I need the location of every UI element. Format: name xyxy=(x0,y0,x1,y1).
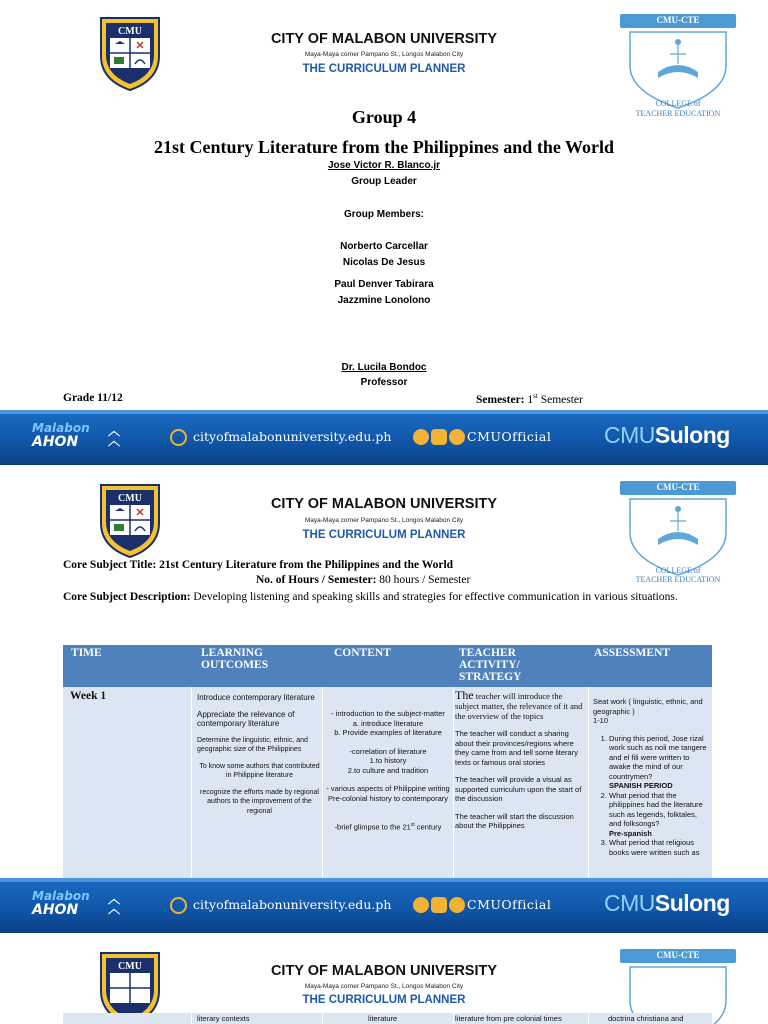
cte-college-line2: TEACHER EDUCATION xyxy=(635,575,721,584)
globe-icon xyxy=(170,897,187,914)
semester-label: Semester: xyxy=(476,393,525,406)
assessment-cell: Seat work ( linguistic, ethnic, and geographic ) 1-10 1. During this period, Jose rizal work such as noli me tangere and el fili were written to awake the mind of our countrymen? SPANISH PERIOD 2. What period that the philippines had the literature such as legends, folktales, and folksongs? Pre-spanish 3. What period that religious books were written such as xyxy=(593,697,709,857)
twitter-icon xyxy=(449,429,465,445)
group-leader-name: Jose Victor R. Blanco.jr xyxy=(327,160,441,171)
website-text: cityofmalabonuniversity.edu.ph xyxy=(193,897,392,912)
teacher-activity-cell: literature from pre colonial times xyxy=(455,1014,562,1023)
table-row xyxy=(63,687,712,878)
member-name: Paul Denver Tabirara xyxy=(334,279,434,290)
grade-level: Grade 11/12 xyxy=(63,392,123,404)
cover-page xyxy=(0,0,768,410)
website-text: cityofmalabonuniversity.edu.ph xyxy=(193,429,392,444)
col-learning-outcomes: LEARNING OUTCOMES xyxy=(201,647,269,671)
group-title: Group 4 xyxy=(351,107,417,127)
facebook-icon xyxy=(413,897,429,913)
member-name: Nicolas De Jesus xyxy=(342,257,426,268)
university-name: CITY OF MALABON UNIVERSITY xyxy=(270,963,498,979)
professor-name: Dr. Lucila Bondoc xyxy=(341,362,427,373)
core-subject-description: Core Subject Description: Developing listening and speaking skills and strategies for effective communication in various situations. xyxy=(63,591,678,603)
learning-outcomes-cell: Introduce contemporary literature Appreciate the relevance of contemporary literature Determine the linguistic, ethnic, and geographic size of the Philippines To know some authors that contributed in Philippine literature recognize the efforts made by regional authors to the improvement of the regional xyxy=(197,693,320,815)
footer-banner xyxy=(0,410,768,465)
cte-logo-text: CMU-CTE xyxy=(656,15,700,25)
group-members-label: Group Members: xyxy=(343,209,424,220)
teacher-activity-cell: The teacher will introduce the subject matter, the relevance of it and the overview of the topics The teacher will conduct a sharing about their provinces/regions where they came from and tell some literary texts or famous oral stories The teacher will provide a visual as supported curriculum upon the start of the discussion The teacher will start the discussion about the Philippines xyxy=(455,688,583,830)
semester-info xyxy=(476,392,583,406)
col-teacher-activity: TEACHER ACTIVITY/ STRATEGY xyxy=(459,647,522,683)
cte-college-line1: COLLEGE of xyxy=(655,566,701,575)
instagram-icon xyxy=(431,897,447,913)
twitter-icon xyxy=(449,897,465,913)
malabon-ahon-logo: Malabon AHON xyxy=(32,421,90,450)
core-subject-title: Core Subject Title: 21st Century Literature from the Philippines and the World xyxy=(63,559,454,571)
chevron-up-icon: ︿ ︿ xyxy=(108,424,121,448)
assessment-cell: doctrina christiana and xyxy=(608,1014,684,1023)
course-title: 21st Century Literature from the Philippines and the World xyxy=(153,137,614,157)
globe-icon xyxy=(170,429,187,446)
table-row xyxy=(63,1013,712,1024)
professor-role: Professor xyxy=(360,377,408,388)
table-header xyxy=(63,645,712,687)
cte-college-line2: TEACHER EDUCATION xyxy=(635,109,721,118)
cmu-logo-text: CMU xyxy=(118,493,142,504)
footer-banner xyxy=(0,878,768,933)
cmu-sulong-logo: CMUSulong xyxy=(604,890,730,916)
university-name: CITY OF MALABON UNIVERSITY xyxy=(270,31,498,47)
social-handle: CMUOfficial xyxy=(467,897,552,912)
planner-page-continued xyxy=(0,933,768,1024)
cmu-sulong-logo: CMUSulong xyxy=(604,422,730,448)
planner-page xyxy=(0,465,768,878)
social-handle: CMUOfficial xyxy=(467,429,552,444)
cte-logo-text: CMU-CTE xyxy=(656,482,700,492)
cmu-logo-text: CMU xyxy=(118,26,142,37)
content-cell: - introduction to the subject-matter a. introduce literature b. Provide examples of literature -correlation of literature 1.to history 2.to culture and tradition - various aspects of Philippine writing Pre-colonial history to contemporary -brief glimpse to the 21st century xyxy=(326,709,450,832)
university-name: CITY OF MALABON UNIVERSITY xyxy=(270,496,498,512)
learning-outcomes-cell: literary contexts xyxy=(197,1014,250,1023)
university-address: Maya-Maya corner Pampano St., Longos Malabon City xyxy=(304,517,464,524)
hours-per-semester: No. of Hours / Semester: 80 hours / Semester xyxy=(256,574,471,586)
curriculum-planner-title: THE CURRICULUM PLANNER xyxy=(302,63,466,75)
cte-logo-text: CMU-CTE xyxy=(656,950,700,960)
member-name: Jazzmine Lonolono xyxy=(337,295,431,306)
curriculum-planner-title: THE CURRICULUM PLANNER xyxy=(302,994,466,1006)
group-leader-role: Group Leader xyxy=(351,176,417,187)
university-address: Maya-Maya corner Pampano St., Longos Malabon City xyxy=(304,983,464,990)
instagram-icon xyxy=(431,429,447,445)
cte-college-line1: COLLEGE of xyxy=(655,99,701,108)
chevron-up-icon: ︿ ︿ xyxy=(108,892,121,916)
cmu-logo-text: CMU xyxy=(118,961,142,972)
col-content: CONTENT xyxy=(334,647,391,659)
week-label: Week 1 xyxy=(70,690,107,702)
content-cell: literature xyxy=(368,1014,398,1023)
col-assessment: ASSESSMENT xyxy=(594,647,671,659)
semester-number: 1 xyxy=(527,393,534,406)
semester-word: Semester xyxy=(540,393,583,406)
facebook-icon xyxy=(413,429,429,445)
col-time: TIME xyxy=(71,647,102,659)
malabon-ahon-logo: Malabon AHON xyxy=(32,889,90,918)
curriculum-planner-title: THE CURRICULUM PLANNER xyxy=(302,529,466,541)
university-address: Maya-Maya corner Pampano St., Longos Malabon City xyxy=(304,51,464,58)
member-name: Norberto Carcellar xyxy=(340,241,428,252)
semester-sup: st xyxy=(533,392,538,400)
